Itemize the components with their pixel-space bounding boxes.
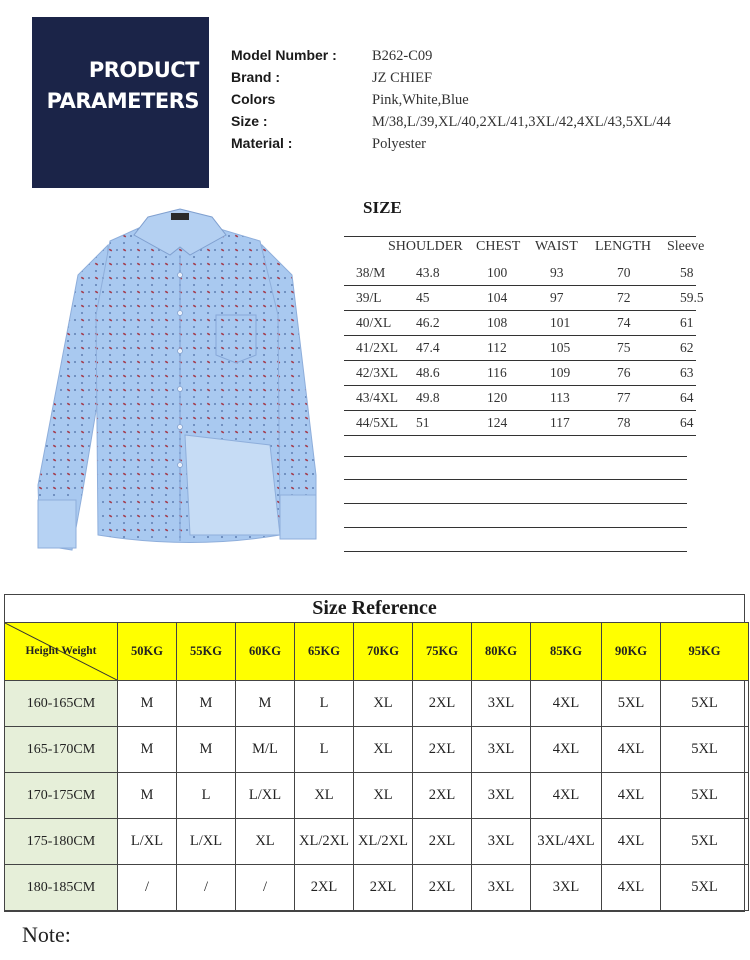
column-sleeve: Sleeve (667, 239, 705, 254)
size-cell: 75 (617, 340, 631, 355)
size-reference-cell: XL/2XL (295, 819, 354, 865)
size-reference-cell: 3XL (472, 865, 531, 911)
size-cell: 117 (550, 415, 570, 430)
size-reference-cell: 2XL (295, 865, 354, 911)
size-cell: 100 (487, 265, 508, 280)
size-cell: 62 (680, 340, 694, 355)
size-reference-cell: XL (236, 819, 295, 865)
height-cell: 170-175CM (5, 773, 118, 819)
weight-header: 50KG (118, 623, 177, 681)
size-reference-cell: 5XL (602, 681, 661, 727)
size-reference-cell: 5XL (661, 819, 749, 865)
size-cell: 49.8 (416, 390, 440, 405)
size-reference-cell: 3XL (472, 727, 531, 773)
size-row-rule (344, 285, 696, 286)
weight-header: 55KG (177, 623, 236, 681)
spec-value-colors: Pink,White,Blue (372, 92, 469, 108)
size-table-top-rule (344, 236, 696, 237)
size-reference-cell: 2XL (413, 681, 472, 727)
size-reference-cell: L (295, 727, 354, 773)
size-heading: SIZE (363, 198, 402, 217)
weight-header: 65KG (295, 623, 354, 681)
corner-label: Height Weight (25, 645, 97, 657)
weight-header: 85KG (531, 623, 602, 681)
column-shoulder: SHOULDER (388, 239, 463, 254)
size-reference-cell: 5XL (661, 681, 749, 727)
size-reference-cell: 2XL (354, 865, 413, 911)
size-reference-cell: L (177, 773, 236, 819)
size-cell: 101 (550, 315, 571, 330)
blank-rule (344, 479, 687, 480)
size-row-rule (344, 385, 696, 386)
size-cell: 64 (680, 415, 694, 430)
size-reference-cell: 3XL (472, 819, 531, 865)
note-title: Note: (22, 922, 71, 947)
size-cell: 105 (550, 340, 571, 355)
banner-title-line2: PARAMETERS (46, 89, 199, 113)
size-row-rule (344, 360, 696, 361)
weight-header: 90KG (602, 623, 661, 681)
size-cell: 93 (550, 265, 564, 280)
size-reference-cell: XL (354, 773, 413, 819)
size-row-label: 38/M (356, 265, 386, 280)
height-cell: 160-165CM (5, 681, 118, 727)
reference-header-row (5, 623, 749, 681)
size-reference-cell: 5XL (661, 727, 749, 773)
size-row-label: 41/2XL (356, 340, 398, 355)
size-reference-cell: 3XL/4XL (531, 819, 602, 865)
size-cell: 45 (416, 290, 430, 305)
size-row-label: 42/3XL (356, 365, 398, 380)
size-cell: 61 (680, 315, 694, 330)
size-reference-cell: 4XL (602, 773, 661, 819)
size-reference-cell: 2XL (413, 819, 472, 865)
size-reference-cell: L (295, 681, 354, 727)
size-cell: 109 (550, 365, 571, 380)
size-reference-cell: L/XL (177, 819, 236, 865)
size-row-label: 43/4XL (356, 390, 398, 405)
blank-rule (344, 456, 687, 457)
weight-header: 80KG (472, 623, 531, 681)
size-cell: 51 (416, 415, 430, 430)
spec-value-size: M/38,L/39,XL/40,2XL/41,3XL/42,4XL/43,5XL/44 (372, 114, 671, 130)
weight-header: 75KG (413, 623, 472, 681)
spec-value-material: Polyester (372, 136, 426, 152)
size-reference-cell: 4XL (531, 727, 602, 773)
height-cell: 180-185CM (5, 865, 118, 911)
size-cell: 77 (617, 390, 631, 405)
size-row-rule (344, 435, 696, 436)
weight-header: 70KG (354, 623, 413, 681)
spec-label-brand: Brand : (231, 69, 280, 85)
reference-row (5, 819, 749, 865)
size-row-rule (344, 310, 696, 311)
size-cell: 58 (680, 265, 694, 280)
height-cell: 175-180CM (5, 819, 118, 865)
size-cell: 76 (617, 365, 631, 380)
size-cell: 48.6 (416, 365, 440, 380)
size-reference-cell: 3XL (472, 681, 531, 727)
size-reference-cell: L/XL (118, 819, 177, 865)
size-row-label: 40/XL (356, 315, 392, 330)
size-reference-cell: 4XL (602, 819, 661, 865)
size-cell: 47.4 (416, 340, 440, 355)
shirt-image (30, 205, 320, 565)
size-reference-cell: M (118, 727, 177, 773)
reference-row (5, 727, 749, 773)
size-reference-cell: M/L (236, 727, 295, 773)
size-reference-cell: 3XL (472, 773, 531, 819)
size-reference-cell: 2XL (413, 865, 472, 911)
banner-title-line1: PRODUCT (88, 58, 199, 82)
size-cell: 116 (487, 365, 507, 380)
reference-row (5, 865, 749, 911)
size-cell: 104 (487, 290, 508, 305)
product-parameters-banner (32, 17, 209, 188)
blank-rule (344, 551, 687, 552)
reference-row (5, 681, 749, 727)
size-reference-table (4, 622, 749, 911)
blank-rule (344, 503, 687, 504)
spec-value-model: B262-C09 (372, 48, 433, 64)
size-reference-cell: / (236, 865, 295, 911)
size-cell: 74 (617, 315, 631, 330)
size-reference-title: Size Reference (312, 597, 437, 619)
size-reference-cell: M (177, 727, 236, 773)
size-row-label: 39/L (356, 290, 382, 305)
size-row-rule (344, 335, 696, 336)
spec-label-model: Model Number : (231, 47, 337, 63)
size-cell: 78 (617, 415, 631, 430)
size-reference-cell: / (118, 865, 177, 911)
size-reference-cell: 4XL (531, 681, 602, 727)
size-reference-cell: 3XL (531, 865, 602, 911)
size-cell: 70 (617, 265, 631, 280)
size-reference-cell: / (177, 865, 236, 911)
size-reference-cell: XL (354, 727, 413, 773)
size-reference-cell: 5XL (661, 865, 749, 911)
weight-header: 95KG (661, 623, 749, 681)
column-chest: CHEST (476, 239, 521, 254)
size-reference-cell: XL (295, 773, 354, 819)
blank-rule (344, 527, 687, 528)
size-reference-cell: 5XL (661, 773, 749, 819)
size-cell: 112 (487, 340, 507, 355)
size-cell: 124 (487, 415, 508, 430)
size-cell: 63 (680, 365, 694, 380)
height-cell: 165-170CM (5, 727, 118, 773)
spec-label-colors: Colors (231, 91, 276, 107)
column-length: LENGTH (595, 239, 651, 254)
spec-label-size: Size : (231, 113, 268, 129)
size-cell: 120 (487, 390, 508, 405)
size-reference-cell: 2XL (413, 727, 472, 773)
size-cell: 72 (617, 290, 631, 305)
size-row-rule (344, 410, 696, 411)
spec-label-material: Material : (231, 135, 293, 151)
size-reference-cell: 2XL (413, 773, 472, 819)
size-cell: 64 (680, 390, 694, 405)
height-weight-corner (5, 623, 118, 681)
size-cell: 43.8 (416, 265, 440, 280)
size-reference-cell: 4XL (602, 865, 661, 911)
size-reference-cell: M (236, 681, 295, 727)
size-reference-cell: XL (354, 681, 413, 727)
size-row-label: 44/5XL (356, 415, 398, 430)
size-reference-cell: M (118, 681, 177, 727)
column-waist: WAIST (535, 239, 578, 254)
size-cell: 97 (550, 290, 564, 305)
weight-header: 60KG (236, 623, 295, 681)
size-cell: 108 (487, 315, 508, 330)
reference-row (5, 773, 749, 819)
size-cell: 46.2 (416, 315, 440, 330)
size-reference-cell: L/XL (236, 773, 295, 819)
size-reference-cell: XL/2XL (354, 819, 413, 865)
size-reference-cell: M (118, 773, 177, 819)
size-reference-cell: 4XL (531, 773, 602, 819)
size-reference-cell: M (177, 681, 236, 727)
size-cell: 59.5 (680, 290, 704, 305)
spec-value-brand: JZ CHIEF (372, 70, 433, 86)
size-cell: 113 (550, 390, 570, 405)
size-reference-cell: 4XL (602, 727, 661, 773)
